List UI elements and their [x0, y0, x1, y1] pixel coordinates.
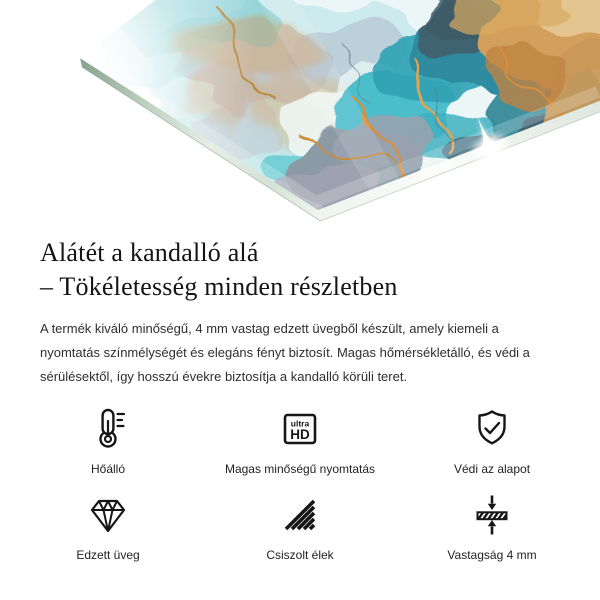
product-description: A termék kiváló minőségű, 4 mm vastag edzett üvegből készült, amely kiemeli a nyomtatás színmélységét és elegáns fényt biztosít. Magas hőmérsékletálló, és védi a sérülésektől, így hosszú évekre biztosítja a kandalló körüli teret. [40, 321, 530, 384]
feature-label: Edzett üveg [76, 548, 140, 562]
polished-edges-icon [276, 491, 324, 539]
feature-thickness [396, 491, 588, 562]
page-title-line1: Alátét a kandalló alá [40, 238, 259, 267]
feature-heat-resistant [12, 405, 204, 476]
feature-tempered-glass [12, 491, 204, 562]
feature-label: Vastagság 4 mm [447, 548, 537, 562]
diamond-icon [84, 491, 132, 539]
hd-text: HD [290, 427, 310, 442]
feature-protects-base [396, 405, 588, 476]
thermometer-icon [84, 405, 132, 453]
ultra-text: ultra [290, 418, 310, 429]
feature-print-quality [204, 405, 396, 476]
feature-label: Magas minőségű nyomtatás [224, 462, 376, 476]
ultra-hd-icon [276, 405, 324, 453]
marble-artwork [20, 0, 600, 230]
feature-polished-edges [204, 491, 396, 562]
shield-check-icon [468, 405, 516, 453]
hero-product-photo [0, 0, 600, 230]
feature-label: Hőálló [90, 462, 126, 476]
feature-label: Csiszolt élek [266, 548, 334, 562]
glass-panel-image [0, 0, 600, 230]
page-title [40, 236, 560, 304]
feature-label: Védi az alapot [453, 462, 531, 476]
thickness-icon [468, 491, 516, 539]
page-title-line2: – Tökéletesség minden részletben [40, 272, 398, 301]
feature-grid [12, 405, 588, 562]
